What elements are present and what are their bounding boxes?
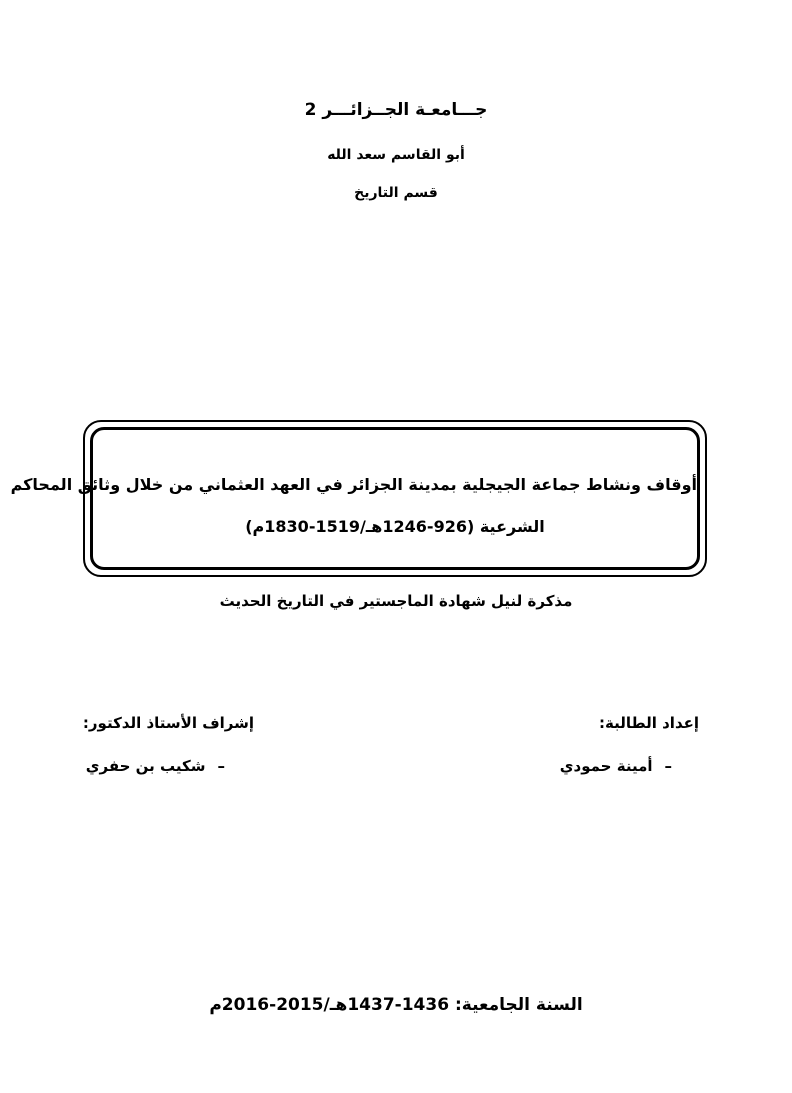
supervisor-dash: – <box>217 757 225 775</box>
student-name-line <box>560 757 672 775</box>
student-name: أمينة حمودي <box>559 757 653 775</box>
supervisor-label: إشراف الأستاذ الدكتور: <box>82 714 254 732</box>
thesis-title-line-2: الشرعية (926-1246هـ/1519-1830م) <box>245 517 545 536</box>
supervisor-name: شكيب بن حفري <box>85 757 206 775</box>
university-name: أبو القاسم سعد الله <box>327 147 465 163</box>
thesis-title-line-1: أوقاف ونشاط جماعة الجيجلية بمدينة الجزائر في العهد العثماني من خلال وثائق المحاكم <box>10 475 697 494</box>
department-name: قسم التاريخ <box>354 185 438 201</box>
prepared-by-label: إعداد الطالبة: <box>599 714 699 732</box>
student-dash: – <box>664 757 672 775</box>
thesis-title-inner-frame <box>10 427 700 570</box>
supervisor-name-line <box>86 757 225 775</box>
academic-year: السنة الجامعية: 1436-1437هـ/2015-2016م <box>209 995 583 1015</box>
university-title: جـــامعـة الجــزائـــر 2 <box>304 100 488 120</box>
thesis-title-frame <box>10 420 707 577</box>
degree-statement: مذكرة لنيل شهادة الماجستير في التاريخ الحديث <box>219 592 573 610</box>
